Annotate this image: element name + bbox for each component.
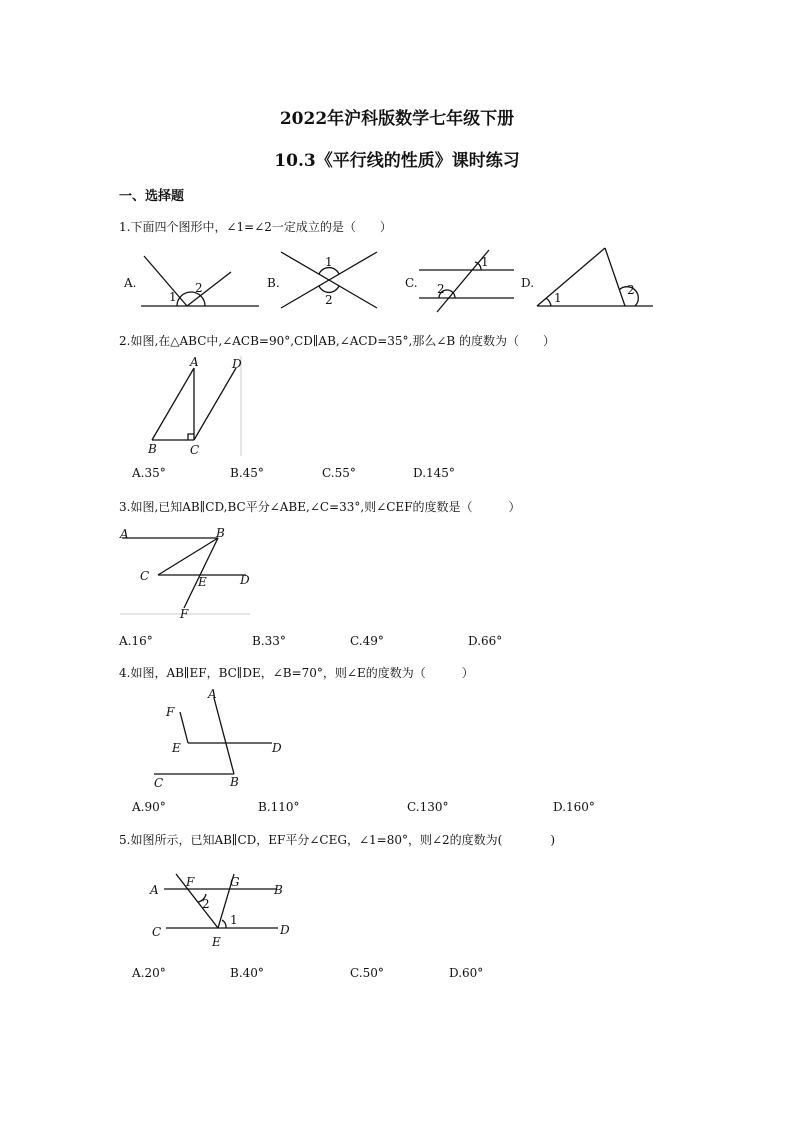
q4-option-d[interactable]: D.160° bbox=[553, 800, 595, 814]
q5-option-d[interactable]: D.60° bbox=[449, 966, 484, 980]
q1-fig-b-label: B. bbox=[267, 276, 280, 290]
q3-label-c: C bbox=[140, 569, 150, 583]
q2-label-c: C bbox=[190, 443, 200, 457]
q4-label-f: F bbox=[166, 705, 175, 719]
question-1-text: 1.下面四个图形中，∠1=∠2一定成立的是（ ） bbox=[119, 220, 392, 234]
q3-option-d[interactable]: D.66° bbox=[468, 634, 503, 648]
q1-fig-d-side-right bbox=[605, 248, 625, 306]
q1-fig-d-angle1: 1 bbox=[554, 291, 562, 305]
q5-ray-ef bbox=[176, 874, 218, 928]
q5-option-b[interactable]: B.40° bbox=[230, 966, 264, 980]
q1-fig-a-angle1: 1 bbox=[169, 290, 177, 304]
q2-option-a[interactable]: A.35° bbox=[132, 466, 166, 480]
q5-option-c[interactable]: C.50° bbox=[350, 966, 384, 980]
q1-fig-a-slant bbox=[144, 256, 187, 306]
q1-fig-a-label: A. bbox=[124, 276, 137, 290]
q1-fig-d-arc1 bbox=[546, 298, 551, 306]
q3-option-c[interactable]: C.49° bbox=[350, 634, 384, 648]
question-5-figure bbox=[146, 868, 296, 954]
q3-option-b[interactable]: B.33° bbox=[252, 634, 286, 648]
q5-option-a[interactable]: A.20° bbox=[132, 966, 166, 980]
question-1-figures bbox=[119, 244, 659, 314]
q5-label-b: B bbox=[274, 883, 283, 897]
q5-label-e: E bbox=[212, 935, 221, 949]
q1-fig-d-side-left bbox=[537, 248, 605, 306]
q1-fig-b-arc-bottom bbox=[319, 286, 339, 292]
q1-fig-a-angle2: 2 bbox=[195, 281, 203, 295]
q2-side-ba bbox=[152, 368, 194, 440]
q4-label-a: A bbox=[208, 687, 217, 701]
q4-label-e: E bbox=[172, 741, 181, 755]
q4-label-b: B bbox=[230, 775, 239, 789]
q2-label-d: D bbox=[232, 357, 242, 371]
q4-option-c[interactable]: C.130° bbox=[407, 800, 449, 814]
q2-option-c[interactable]: C.55° bbox=[322, 466, 356, 480]
q2-segment-cd bbox=[194, 368, 236, 440]
q3-label-d: D bbox=[240, 573, 250, 587]
q5-label-c: C bbox=[152, 925, 162, 939]
q5-label-a: A bbox=[150, 883, 159, 897]
question-3-figure bbox=[118, 526, 258, 620]
q4-label-c: C bbox=[154, 776, 164, 790]
q3-label-a: A bbox=[120, 527, 129, 541]
q3-option-a[interactable]: A.16° bbox=[119, 634, 153, 648]
q1-fig-a-ray bbox=[187, 272, 231, 306]
section-heading: 一、选择题 bbox=[119, 189, 185, 204]
q4-segment-ab bbox=[214, 698, 234, 774]
question-4-text: 4.如图，AB∥EF，BC∥DE，∠B=70°，则∠E的度数为（ ） bbox=[119, 666, 474, 680]
question-2-text: 2.如图,在△ABC中,∠ACB=90°,CD∥AB,∠ACD=35°,那么∠B 的度数为（ ） bbox=[119, 334, 556, 348]
q1-fig-c-label: C. bbox=[405, 276, 418, 290]
q2-option-b[interactable]: B.45° bbox=[230, 466, 264, 480]
q1-fig-d-label: D. bbox=[521, 276, 535, 290]
q4-option-b[interactable]: B.110° bbox=[258, 800, 300, 814]
q2-label-a: A bbox=[190, 355, 199, 369]
question-2-figure bbox=[144, 356, 244, 460]
q1-fig-b-angle1: 1 bbox=[325, 255, 333, 269]
q4-label-d: D bbox=[272, 741, 282, 755]
q2-label-b: B bbox=[148, 442, 157, 456]
q3-label-e: E bbox=[198, 575, 207, 589]
q3-label-b: B bbox=[216, 526, 225, 540]
q4-segment-fe bbox=[180, 712, 188, 743]
q1-fig-d-angle2: 2 bbox=[627, 283, 635, 297]
q3-label-f: F bbox=[180, 607, 189, 621]
q2-right-angle-mark bbox=[188, 434, 194, 440]
q5-angle-2: 2 bbox=[202, 897, 210, 911]
q5-arc-1 bbox=[222, 920, 226, 928]
q5-label-d: D bbox=[280, 923, 290, 937]
q1-fig-b-angle2: 2 bbox=[325, 293, 333, 307]
q5-label-g: G bbox=[230, 875, 240, 889]
q1-fig-c-angle1: 1 bbox=[481, 255, 489, 269]
question-5-text: 5.如图所示，已知AB∥CD，EF平分∠CEG，∠1=80°，则∠2的度数为( ) bbox=[119, 833, 556, 847]
question-4-figure bbox=[144, 686, 294, 792]
q4-option-a[interactable]: A.90° bbox=[132, 800, 166, 814]
q5-angle-1: 1 bbox=[230, 913, 238, 927]
q5-label-f: F bbox=[186, 875, 195, 889]
q2-option-d[interactable]: D.145° bbox=[413, 466, 455, 480]
question-3-text: 3.如图,已知AB∥CD,BC平分∠ABE,∠C=33°,则∠CEF的度数是（ ） bbox=[119, 500, 521, 514]
doc-title-line2: 10.3《平行线的性质》课时练习 bbox=[274, 151, 520, 171]
doc-title-line1: 2022年沪科版数学七年级下册 bbox=[279, 109, 515, 129]
q1-fig-c-angle2: 2 bbox=[437, 282, 445, 296]
